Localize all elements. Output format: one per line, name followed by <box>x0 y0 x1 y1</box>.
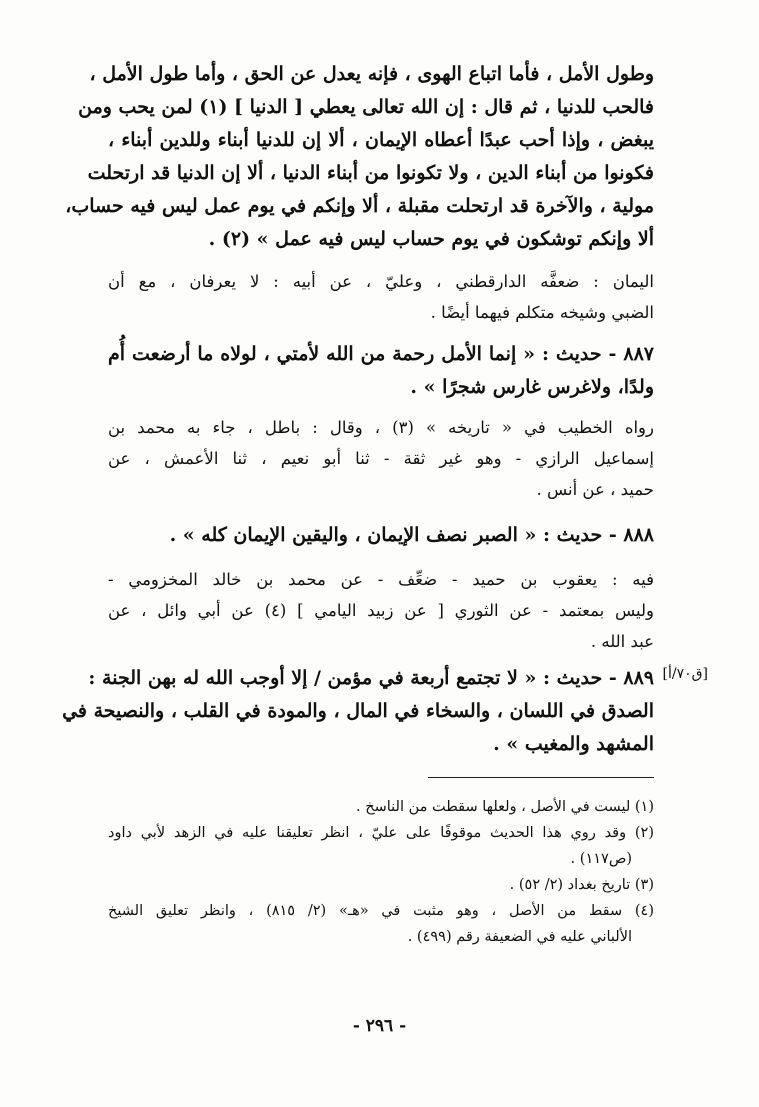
hadith-889 <box>62 662 654 761</box>
text-line: ولدًا، ولاغرس غارس شجرًا » . <box>410 376 654 398</box>
footnote-continuation: الألباني عليه في الضعيفة رقم (٤٩٩) . <box>407 929 632 945</box>
hadith-888 <box>108 519 654 552</box>
footnote: (٤) سقط من الأصل ، وهو مثبت في «هـ» (٢/ ٨١٥) ، وانظر تعليق الشيخ <box>108 903 654 919</box>
text-line: يبغض ، وإذا أحب عبدًا أعطاه الإيمان ، ألا إن للدنيا أبناء وللدين أبناء ، <box>108 129 654 151</box>
text-line: إسماعيل الرازي - وهو غير ثقة - ثنا أبو نعيم ، ثنا الأعمش ، عن <box>108 449 654 468</box>
footnote-divider <box>428 777 654 778</box>
text-line: مولية ، والآخرة قد ارتحلت مقبلة ، ألا وإنكم في يوم عمل ليس فيه حساب، <box>65 195 654 217</box>
text-line: الصدق في اللسان ، والسخاء في المال ، والمودة في القلب ، والنصيحة في <box>62 700 654 722</box>
text-line: ٨٨٨ - حديث : « الصبر نصف الإيمان ، واليقين الإيمان كله » . <box>169 524 654 546</box>
text-line: وطول الأمل ، فأما اتباع الهوى ، فإنه يعدل عن الحق ، وأما طول الأمل ، <box>89 63 654 85</box>
footnote-continuation: (ص١١٧) . <box>570 851 632 867</box>
text-line: المشهد والمغيب » . <box>493 733 654 755</box>
commentary-paragraph <box>108 412 654 505</box>
commentary-paragraph <box>108 564 654 657</box>
text-line: فالحب للدنيا ، ثم قال : إن الله تعالى يعطي [ الدنيا ] (١) لمن يحب ومن <box>78 96 654 118</box>
text-line: ٨٨٧ - حديث : « إنما الأمل رحمة من الله لأمتي ، لولاه ما أرضعت أُم <box>108 343 654 365</box>
manuscript-folio-marker: [ق٧٠/أ] <box>662 666 708 682</box>
text-line: فكونوا من أبناء الدين ، ولا تكونوا من أبناء الدنيا ، ألا إن الدنيا قد ارتحلت <box>87 162 654 184</box>
footnote: (٢) وقد روي هذا الحديث موقوفًا على عليّ ، انظر تعليقنا عليه في الزهد لأبي داود <box>108 825 654 841</box>
footnote: (١) ليست في الأصل ، ولعلها سقطت من الناسخ . <box>356 799 654 815</box>
text-line: وليس بمعتمد - عن الثوري [ عن زبيد اليامي ] (٤) عن أبي وائل ، عن <box>108 601 654 620</box>
hadith-887 <box>108 338 654 404</box>
page-number: - ٢٩٦ - <box>352 1016 407 1036</box>
text-line: رواه الخطيب في « تاريخه » (٣) ، وقال : باطل ، جاء به محمد بن <box>108 418 654 437</box>
footnote: (٣) تاريخ بغداد (٢/ ٥٢) . <box>509 877 654 893</box>
text-line: فيه : يعقوب بن حميد - ضعِّف - عن محمد بن خالد المخزومي - <box>108 570 654 589</box>
text-line: ألا وإنكم توشكون في يوم حساب ليس فيه عمل » (٢) . <box>208 228 654 250</box>
main-text-paragraph <box>65 58 654 256</box>
text-line: حميد ، عن أنس . <box>536 480 654 499</box>
text-line: ٨٨٩ - حديث : « لا تجتمع أربعة في مؤمن / إلا أوجب الله له بهن الجنة : <box>88 667 654 689</box>
text-line: الضبي وشيخه متكلم فيهما أيضًا . <box>430 303 654 322</box>
text-line: عبد الله . <box>590 632 654 651</box>
commentary-paragraph <box>108 266 654 328</box>
footnotes <box>108 794 654 950</box>
text-line: اليمان : ضعفَّه الدارقطني ، وعليّ ، عن أبيه : لا يعرفان ، مع أن <box>108 272 654 291</box>
